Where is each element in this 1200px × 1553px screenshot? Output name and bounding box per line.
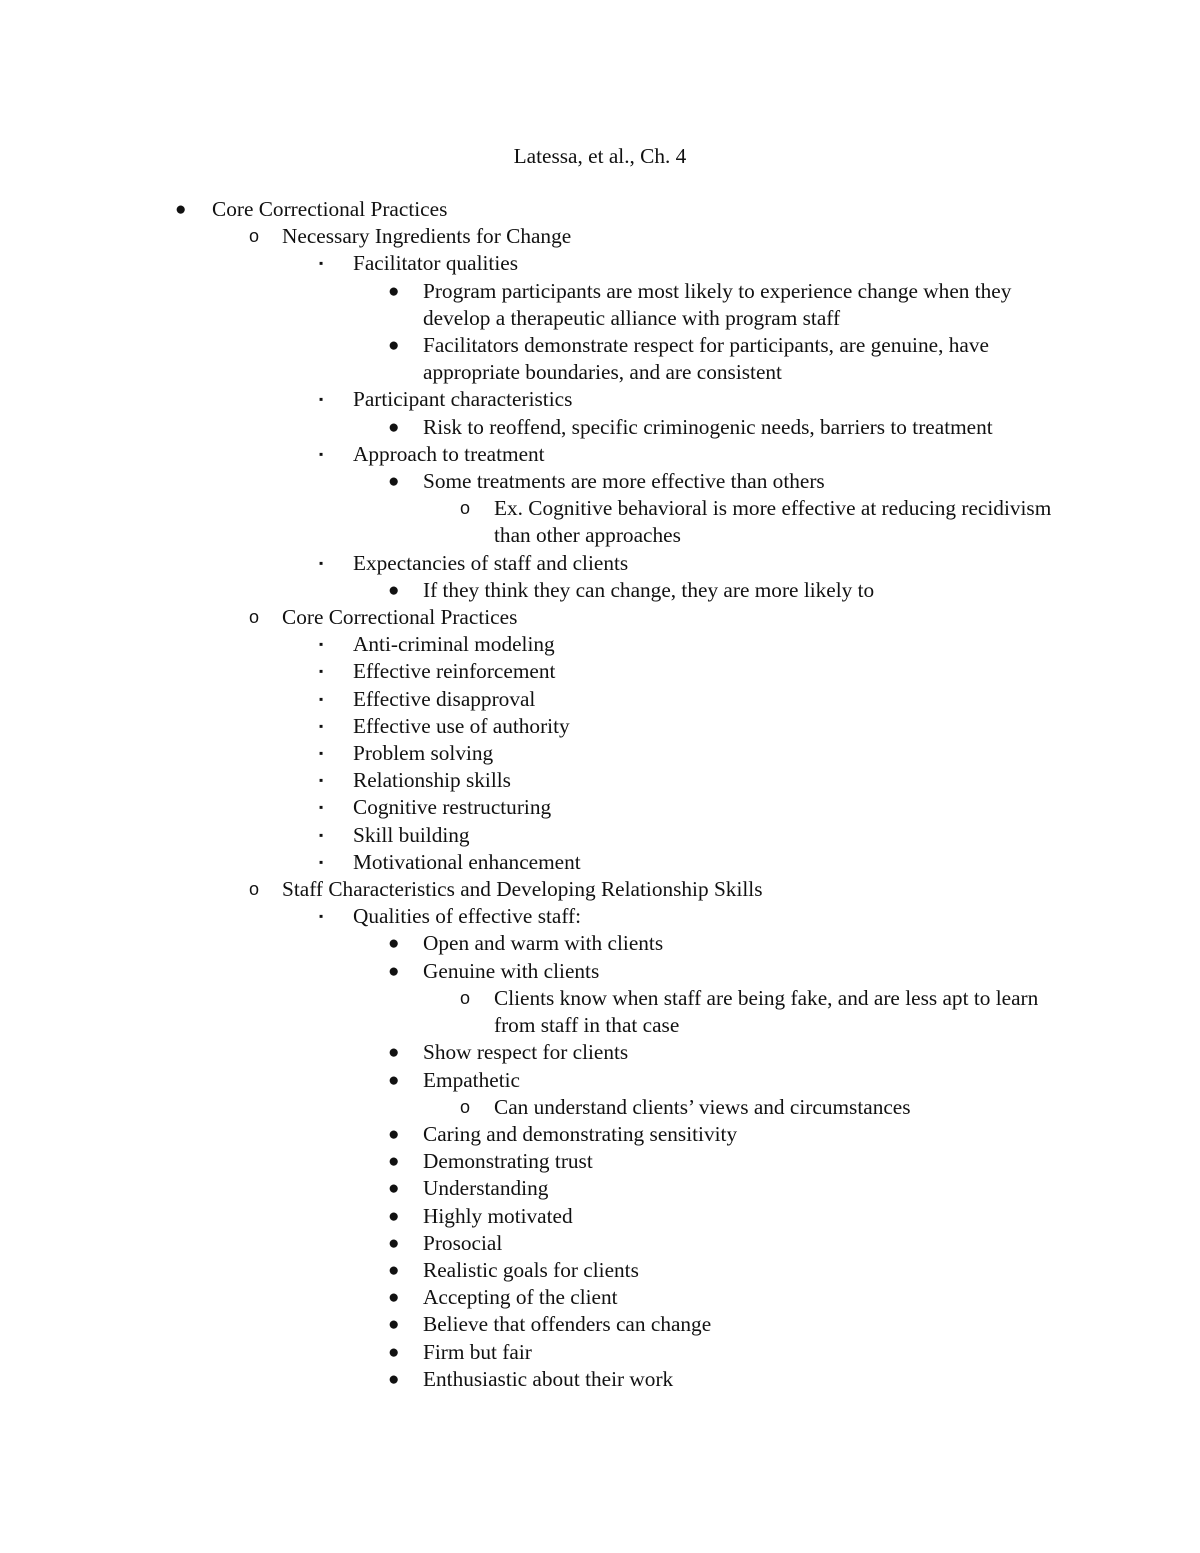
bullet-icon: ▪ xyxy=(319,746,324,761)
outline-item xyxy=(0,1339,1200,1366)
outline-item xyxy=(0,223,1200,250)
bullet-icon: ● xyxy=(388,1314,400,1336)
outline-item-text: Can understand clients’ views and circumstances xyxy=(494,1094,911,1119)
outline-item xyxy=(0,1230,1200,1257)
outline-item-text: Effective reinforcement xyxy=(353,659,556,684)
outline-item xyxy=(0,903,1200,930)
bullet-icon: ▪ xyxy=(319,555,324,570)
outline-item-text: Core Correctional Practices xyxy=(212,197,448,221)
outline-item xyxy=(0,332,1200,386)
bullet-icon: ▪ xyxy=(319,909,324,924)
outline-item xyxy=(0,1121,1200,1148)
bullet-icon: ● xyxy=(388,416,400,438)
outline-item xyxy=(0,1175,1200,1202)
outline-item-text: Core Correctional Practices xyxy=(282,605,518,630)
outline-item-text: Clients know when staff are being fake, and are less apt to learn from staff in that case xyxy=(494,985,1039,1038)
outline-item xyxy=(0,713,1200,740)
outline-item xyxy=(0,849,1200,876)
outline-item-text: Participant characteristics xyxy=(353,387,573,412)
bullet-icon: ● xyxy=(388,280,400,302)
bullet-icon: ▪ xyxy=(319,637,324,652)
outline-item-text: Relationship skills xyxy=(353,768,511,793)
outline-item xyxy=(0,196,1200,223)
outline-item-text: Effective use of authority xyxy=(353,713,570,738)
bullet-icon: ● xyxy=(388,933,400,955)
outline-item xyxy=(0,985,1200,1039)
outline-item xyxy=(0,604,1200,631)
outline-list xyxy=(0,196,1200,1393)
outline-item-text: Open and warm with clients xyxy=(423,931,664,956)
outline-item-text: Qualities of effective staff: xyxy=(353,904,582,929)
outline-item-text: Understanding xyxy=(423,1176,549,1201)
outline-item xyxy=(0,1311,1200,1338)
outline-item-text: Empathetic xyxy=(423,1067,520,1092)
outline-item xyxy=(0,686,1200,713)
outline-item-text: Cognitive restructuring xyxy=(353,795,552,820)
bullet-icon: ● xyxy=(388,1232,400,1254)
bullet-icon: ▪ xyxy=(319,256,324,271)
outline-item-text: Realistic goals for clients xyxy=(423,1257,639,1282)
outline-item-text: Effective disapproval xyxy=(353,686,536,711)
bullet-icon: ● xyxy=(388,960,400,982)
outline-item xyxy=(0,414,1200,441)
outline-item xyxy=(0,958,1200,985)
outline-item xyxy=(0,631,1200,658)
bullet-icon: ▪ xyxy=(319,773,324,788)
bullet-icon: ▪ xyxy=(319,800,324,815)
bullet-icon: ▪ xyxy=(319,854,324,869)
outline-item xyxy=(0,1148,1200,1175)
outline-item xyxy=(0,1257,1200,1284)
bullet-icon: ▪ xyxy=(319,691,324,706)
outline-item-text: Genuine with clients xyxy=(423,958,600,983)
outline-item-text: Skill building xyxy=(353,822,470,847)
bullet-icon: ● xyxy=(388,1042,400,1064)
outline-item-text: Highly motivated xyxy=(423,1203,573,1228)
outline-item xyxy=(0,1284,1200,1311)
outline-item xyxy=(0,1094,1200,1121)
outline-item-text: Motivational enhancement xyxy=(353,849,581,874)
outline-item xyxy=(0,1366,1200,1393)
bullet-icon: ● xyxy=(388,579,400,601)
bullet-icon: ▪ xyxy=(319,827,324,842)
bullet-icon: ● xyxy=(388,1151,400,1173)
bullet-icon: ▪ xyxy=(319,718,324,733)
outline-item xyxy=(0,767,1200,794)
bullet-icon: ▪ xyxy=(319,446,324,461)
outline-item xyxy=(0,386,1200,413)
outline-item xyxy=(0,441,1200,468)
bullet-icon: ▪ xyxy=(319,664,324,679)
bullet-icon: o xyxy=(249,607,260,628)
outline-item xyxy=(0,1203,1200,1230)
outline-item-text: Program participants are most likely to experience change when they develop a therapeutic alliance with program staff xyxy=(423,278,1012,330)
outline-item xyxy=(0,577,1200,604)
outline-item-text: Approach to treatment xyxy=(353,441,545,466)
bullet-icon: o xyxy=(249,879,260,900)
bullet-icon: o xyxy=(460,498,471,519)
bullet-icon: ▪ xyxy=(319,392,324,407)
outline-item-text: Prosocial xyxy=(423,1230,503,1255)
bullet-icon: ● xyxy=(388,335,400,357)
outline-item-text: Facilitators demonstrate respect for participants, are genuine, have appropriate boundaries, and are consistent xyxy=(423,333,989,385)
bullet-icon: ● xyxy=(388,1368,400,1390)
outline-item xyxy=(0,794,1200,821)
outline-item xyxy=(0,495,1200,549)
bullet-icon: ● xyxy=(388,1123,400,1145)
outline-item-text: Believe that offenders can change xyxy=(423,1312,712,1337)
outline-item xyxy=(0,468,1200,495)
outline-item-text: Demonstrating trust xyxy=(423,1149,593,1174)
bullet-icon: ● xyxy=(388,1259,400,1281)
outline-item-text: Risk to reoffend, specific criminogenic needs, barriers to treatment xyxy=(423,414,993,439)
outline-item xyxy=(0,250,1200,277)
bullet-icon: o xyxy=(249,226,260,247)
outline-item xyxy=(0,658,1200,685)
outline-item xyxy=(0,740,1200,767)
outline-item xyxy=(0,278,1200,332)
page-title: Latessa, et al., Ch. 4 xyxy=(513,144,687,168)
outline-item-text: Enthusiastic about their work xyxy=(423,1366,674,1391)
outline-item-text: Firm but fair xyxy=(423,1339,532,1364)
outline-item xyxy=(0,876,1200,903)
bullet-icon: o xyxy=(460,987,471,1008)
bullet-icon: ● xyxy=(388,1205,400,1227)
outline-item xyxy=(0,550,1200,577)
bullet-icon: o xyxy=(460,1096,471,1117)
bullet-icon: ● xyxy=(388,471,400,493)
outline-item-text: If they think they can change, they are more likely to xyxy=(423,577,875,602)
outline-item-text: Anti-criminal modeling xyxy=(353,632,555,657)
outline-item-text: Facilitator qualities xyxy=(353,251,519,276)
bullet-icon: ● xyxy=(388,1178,400,1200)
outline-item-text: Show respect for clients xyxy=(423,1040,629,1065)
outline-item-text: Expectancies of staff and clients xyxy=(353,550,629,575)
bullet-icon: ● xyxy=(388,1341,400,1363)
bullet-icon: ● xyxy=(175,199,187,220)
outline-item-text: Necessary Ingredients for Change xyxy=(282,224,572,249)
bullet-icon: ● xyxy=(388,1287,400,1309)
outline-item-text: Ex. Cognitive behavioral is more effective at reducing recidivism than other approaches xyxy=(494,496,1052,548)
outline-item xyxy=(0,1067,1200,1094)
outline-item xyxy=(0,930,1200,957)
outline-item xyxy=(0,1039,1200,1066)
outline-item-text: Caring and demonstrating sensitivity xyxy=(423,1121,738,1146)
outline-item-text: Problem solving xyxy=(353,741,494,766)
outline-item-text: Some treatments are more effective than others xyxy=(423,469,825,494)
outline-item xyxy=(0,822,1200,849)
outline-item-text: Accepting of the client xyxy=(423,1285,618,1310)
bullet-icon: ● xyxy=(388,1069,400,1091)
outline-item-text: Staff Characteristics and Developing Relationship Skills xyxy=(282,877,763,902)
